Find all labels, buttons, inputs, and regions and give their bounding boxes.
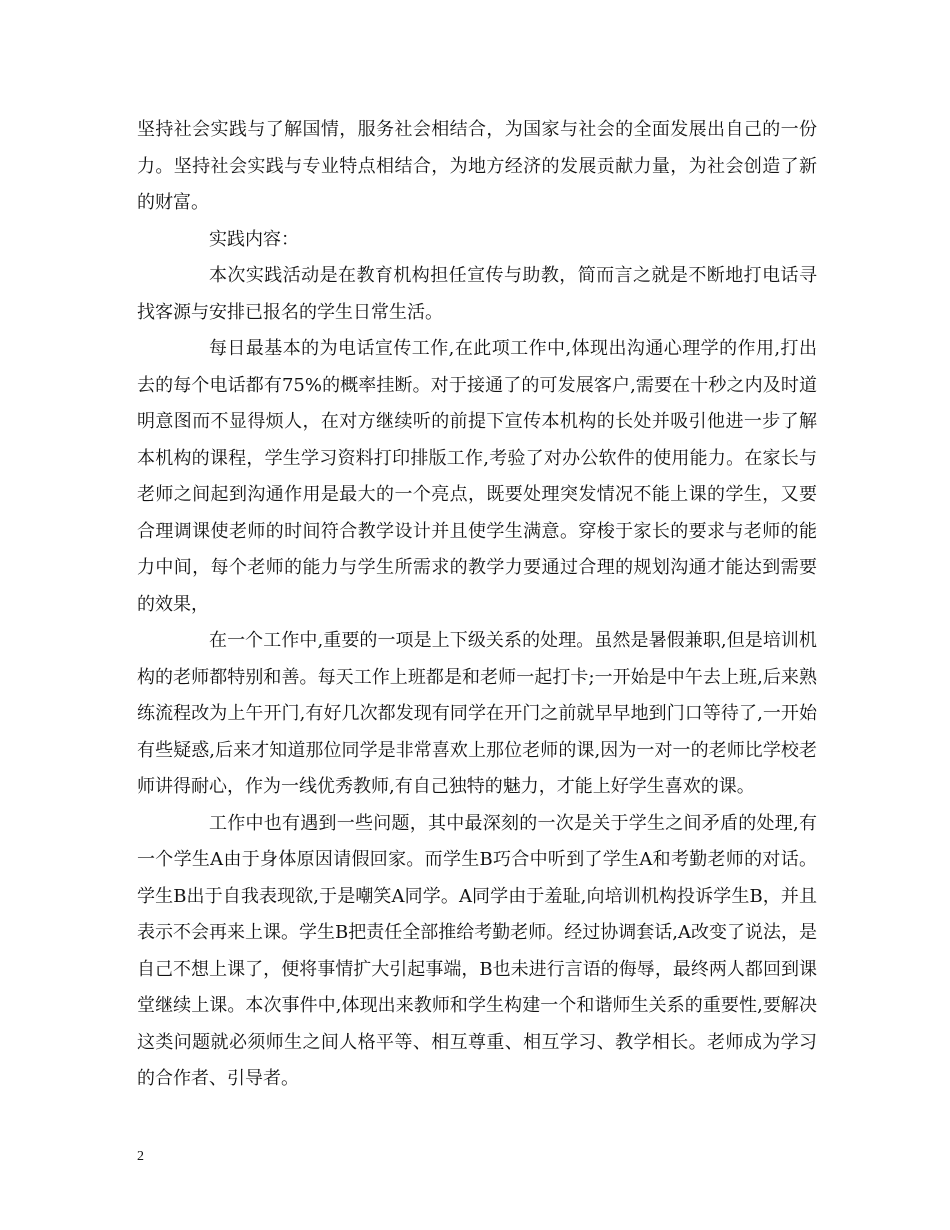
paragraph-5: 在一个工作中,重要的一项是上下级关系的处理。虽然是暑假兼职,但是培训机构的老师都特别和善。每天工作上班都是和老师一起打卡;一开始是中午去上班,后来熟练流程改为上午开门,有好几次都发现有同学在开门之前就早早地到门口等待了,一开始有些疑惑,后来才知道那位同学是非常喜欢上那位老师的课,因为一对一的老师比学校老师讲得耐心，作为一线优秀教师,有自己独特的魅力，才能上好学生喜欢的课。 bbox=[137, 630, 817, 797]
page-number: 2 bbox=[137, 1149, 144, 1164]
paragraph-2-heading: 实践内容： bbox=[209, 228, 299, 250]
paragraph-6: 工作中也有遇到一些问题，其中最深刻的一次是关于学生之间矛盾的处理,有一个学生A由于身体原因请假回家。而学生B巧合中听到了学生A和考勤老师的对话。学生B出于自我表现欲,于是嘲笑A同学。A同学由于羞耻,向培训机构投诉学生B，并且表示不会再来上课。学生B把责任全部推给考勤老师。经过协调套话,A改变了说法，是自己不想上课了，便将事情扩大引起事端，B也未进行言语的侮辱，最终两人都回到课堂继续上课。本次事件中,体现出来教师和学生构建一个和谐师生关系的重要性,要解决这类问题就必须师生之间人格平等、相互尊重、相互学习、教学相长。老师成为学习的合作者、引导者。 bbox=[137, 812, 817, 1089]
paragraph-3: 本次实践活动是在教育机构担任宣传与助教，简而言之就是不断地打电话寻找客源与安排已报名的学生日常生活。 bbox=[137, 265, 817, 323]
paragraph-4: 每日最基本的为电话宣传工作,在此项工作中,体现出沟通心理学的作用,打出去的每个电话都有75%的概率挂断。对于接通了的可发展客户,需要在十秒之内及时道明意图而不显得烦人，在对方继续听的前提下宣传本机构的长处并吸引他进一步了解本机构的课程，学生学习资料打印排版工作,考验了对办公软件的使用能力。在家长与老师之间起到沟通作用是最大的一个亮点，既要处理突发情况不能上课的学生，又要合理调课使老师的时间符合教学设计并且使学生满意。穿梭于家长的要求与老师的能力中间，每个老师的能力与学生所需求的教学力要通过合理的规划沟通才能达到需要的效果， bbox=[137, 338, 817, 615]
paragraph-1: 坚持社会实践与了解国情，服务社会相结合，为国家与社会的全面发展出自己的一份力。坚持社会实践与专业特点相结合，为地方经济的发展贡献力量，为社会创造了新的财富。 bbox=[137, 119, 817, 213]
document-body bbox=[137, 112, 817, 1098]
